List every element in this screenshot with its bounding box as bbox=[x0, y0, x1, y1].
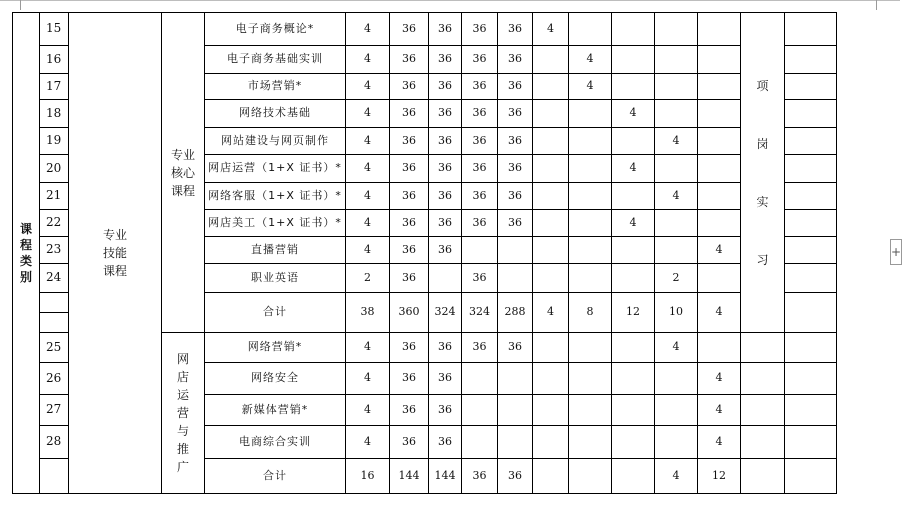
value-cell-practice: 36 bbox=[461, 263, 498, 293]
value-cell-practice: 36 bbox=[461, 154, 498, 183]
value-cell-total: 36 bbox=[389, 236, 429, 264]
value-cell-credits: 4 bbox=[345, 127, 390, 155]
subtotal-core-practice: 324 bbox=[461, 292, 498, 333]
value-cell-credits: 4 bbox=[345, 362, 390, 395]
value-cell-total: 36 bbox=[389, 425, 429, 459]
row-seq-cell: 27 bbox=[39, 394, 69, 426]
value-cell-credits: 4 bbox=[345, 425, 390, 459]
row-seq-cell: 28 bbox=[39, 425, 69, 459]
row-seq-cell: 17 bbox=[39, 73, 69, 100]
value-cell-credits: 4 bbox=[345, 394, 390, 426]
value-cell-s5 bbox=[697, 209, 741, 237]
trailing-cell bbox=[784, 154, 837, 183]
value-cell-theory: 36 bbox=[428, 154, 462, 183]
value-cell-total: 36 bbox=[389, 73, 429, 100]
row-seq-cell: 23 bbox=[39, 236, 69, 264]
value-cell-s1 bbox=[532, 236, 569, 264]
subtotal-core-s1: 4 bbox=[532, 292, 569, 333]
value-cell-s1 bbox=[532, 209, 569, 237]
value-cell-s2 bbox=[568, 182, 612, 210]
value-cell-s2 bbox=[568, 394, 612, 426]
value-cell-total: 36 bbox=[389, 154, 429, 183]
value-cell-theory: 36 bbox=[428, 394, 462, 426]
value-cell-s5 bbox=[697, 12, 741, 46]
value-cell-theory: 36 bbox=[428, 45, 462, 74]
practice-label-cell bbox=[740, 12, 785, 333]
subtotal-core-credits: 38 bbox=[345, 292, 390, 333]
value-cell-theory: 36 bbox=[428, 182, 462, 210]
subtotal-store-s5: 12 bbox=[697, 458, 741, 494]
value-cell-total: 36 bbox=[389, 362, 429, 395]
value-cell-s1 bbox=[532, 182, 569, 210]
subtotal-seq-cell bbox=[39, 458, 69, 494]
value-cell-s5 bbox=[697, 263, 741, 293]
value-cell-practice bbox=[461, 362, 498, 395]
value-cell-exam bbox=[497, 425, 533, 459]
value-cell-s2 bbox=[568, 127, 612, 155]
value-cell-s3: 4 bbox=[611, 209, 655, 237]
subtotal-seq-cell-a bbox=[39, 292, 69, 313]
subtotal-store-s4: 4 bbox=[654, 458, 698, 494]
value-cell-s4 bbox=[654, 154, 698, 183]
course-name-cell: 网站建设与网页制作 bbox=[204, 127, 346, 155]
value-cell-s1 bbox=[532, 45, 569, 74]
group-label-cell bbox=[68, 12, 162, 494]
value-cell-s4: 2 bbox=[654, 263, 698, 293]
page-top-border bbox=[0, 0, 900, 1]
value-cell-s2 bbox=[568, 362, 612, 395]
value-cell-s2 bbox=[568, 425, 612, 459]
value-cell-theory: 36 bbox=[428, 73, 462, 100]
value-cell-theory: 36 bbox=[428, 362, 462, 395]
value-cell-s4: 4 bbox=[654, 127, 698, 155]
value-cell-s1 bbox=[532, 127, 569, 155]
row-seq-cell: 22 bbox=[39, 209, 69, 237]
category-label-cell bbox=[12, 12, 40, 494]
value-cell-credits: 4 bbox=[345, 12, 390, 46]
value-cell-s4 bbox=[654, 12, 698, 46]
value-cell-total: 36 bbox=[389, 127, 429, 155]
value-cell-total: 36 bbox=[389, 332, 429, 363]
value-cell-theory: 36 bbox=[428, 127, 462, 155]
course-name-cell: 网络技术基础 bbox=[204, 99, 346, 128]
subtotal-core-s4: 10 bbox=[654, 292, 698, 333]
subtotal-core-theory: 324 bbox=[428, 292, 462, 333]
value-cell-credits: 4 bbox=[345, 209, 390, 237]
subtotal-seq-cell-b bbox=[39, 312, 69, 333]
subtotal-core-s2: 8 bbox=[568, 292, 612, 333]
add-row-button[interactable]: + bbox=[890, 239, 902, 265]
value-cell-exam: 36 bbox=[497, 12, 533, 46]
group-label: 专业技能课程 bbox=[102, 228, 127, 278]
value-cell-exam: 36 bbox=[497, 73, 533, 100]
row-seq-cell: 16 bbox=[39, 45, 69, 74]
value-cell-s5 bbox=[697, 45, 741, 74]
value-cell-s3 bbox=[611, 263, 655, 293]
value-cell-s5 bbox=[697, 73, 741, 100]
value-cell-s5: 4 bbox=[697, 425, 741, 459]
value-cell-s2 bbox=[568, 99, 612, 128]
value-cell-s1 bbox=[532, 154, 569, 183]
empty-cell bbox=[740, 394, 785, 426]
value-cell-s2 bbox=[568, 209, 612, 237]
value-cell-s4 bbox=[654, 99, 698, 128]
subtotal-core-s3: 12 bbox=[611, 292, 655, 333]
value-cell-exam: 36 bbox=[497, 99, 533, 128]
row-seq-cell: 20 bbox=[39, 154, 69, 183]
trailing-cell bbox=[784, 45, 837, 74]
value-cell-theory: 36 bbox=[428, 12, 462, 46]
course-name-cell: 电子商务概论* bbox=[204, 12, 346, 46]
value-cell-exam: 36 bbox=[497, 127, 533, 155]
value-cell-total: 36 bbox=[389, 394, 429, 426]
value-cell-s3 bbox=[611, 236, 655, 264]
value-cell-s2: 4 bbox=[568, 73, 612, 100]
trailing-cell bbox=[784, 394, 837, 426]
value-cell-s3 bbox=[611, 394, 655, 426]
value-cell-exam: 36 bbox=[497, 209, 533, 237]
course-name-cell: 直播营销 bbox=[204, 236, 346, 264]
subtotal-store-label: 合计 bbox=[204, 458, 346, 494]
value-cell-total: 36 bbox=[389, 263, 429, 293]
value-cell-exam: 36 bbox=[497, 332, 533, 363]
value-cell-exam bbox=[497, 263, 533, 293]
value-cell-s1 bbox=[532, 73, 569, 100]
value-cell-total: 36 bbox=[389, 99, 429, 128]
subtotal-store-theory: 144 bbox=[428, 458, 462, 494]
category-label: 课程类别 bbox=[19, 222, 32, 284]
value-cell-s3 bbox=[611, 12, 655, 46]
value-cell-s5 bbox=[697, 154, 741, 183]
subtotal-core-total: 360 bbox=[389, 292, 429, 333]
value-cell-theory: 36 bbox=[428, 99, 462, 128]
value-cell-theory: 36 bbox=[428, 209, 462, 237]
value-cell-s1 bbox=[532, 394, 569, 426]
row-seq-cell: 26 bbox=[39, 362, 69, 395]
value-cell-s4 bbox=[654, 425, 698, 459]
value-cell-s5: 4 bbox=[697, 362, 741, 395]
value-cell-theory bbox=[428, 263, 462, 293]
core-label-cell bbox=[161, 12, 205, 333]
store-label: 网店运营与推广 bbox=[176, 352, 189, 474]
row-seq-cell: 18 bbox=[39, 99, 69, 128]
value-cell-exam: 36 bbox=[497, 154, 533, 183]
value-cell-s4 bbox=[654, 394, 698, 426]
value-cell-s3 bbox=[611, 73, 655, 100]
value-cell-theory: 36 bbox=[428, 236, 462, 264]
value-cell-credits: 4 bbox=[345, 154, 390, 183]
course-name-cell: 电子商务基础实训 bbox=[204, 45, 346, 74]
subtotal-core-label: 合计 bbox=[204, 292, 346, 333]
value-cell-exam bbox=[497, 236, 533, 264]
value-cell-s1 bbox=[532, 99, 569, 128]
value-cell-practice bbox=[461, 236, 498, 264]
value-cell-s2 bbox=[568, 236, 612, 264]
value-cell-s3: 4 bbox=[611, 154, 655, 183]
page-corner-mark-left bbox=[20, 0, 21, 10]
course-name-cell: 网店运营（1+X 证书）* bbox=[204, 154, 346, 183]
trailing-cell bbox=[784, 236, 837, 264]
value-cell-s2 bbox=[568, 332, 612, 363]
value-cell-s2: 4 bbox=[568, 45, 612, 74]
value-cell-exam: 36 bbox=[497, 45, 533, 74]
value-cell-credits: 4 bbox=[345, 236, 390, 264]
value-cell-s5 bbox=[697, 332, 741, 363]
value-cell-practice: 36 bbox=[461, 182, 498, 210]
trailing-cell bbox=[784, 12, 837, 46]
trailing-cell bbox=[784, 99, 837, 128]
subtotal-core-exam: 288 bbox=[497, 292, 533, 333]
value-cell-s4 bbox=[654, 362, 698, 395]
value-cell-s5 bbox=[697, 127, 741, 155]
empty-cell bbox=[740, 362, 785, 395]
value-cell-practice bbox=[461, 425, 498, 459]
value-cell-practice bbox=[461, 394, 498, 426]
value-cell-s3 bbox=[611, 425, 655, 459]
subtotal-store-total: 144 bbox=[389, 458, 429, 494]
value-cell-s3 bbox=[611, 362, 655, 395]
course-name-cell: 网络安全 bbox=[204, 362, 346, 395]
value-cell-s5: 4 bbox=[697, 236, 741, 264]
value-cell-credits: 4 bbox=[345, 45, 390, 74]
value-cell-s2 bbox=[568, 12, 612, 46]
value-cell-practice: 36 bbox=[461, 12, 498, 46]
trailing-cell bbox=[784, 209, 837, 237]
empty-cell bbox=[740, 458, 785, 494]
value-cell-credits: 4 bbox=[345, 73, 390, 100]
empty-cell bbox=[740, 332, 785, 363]
empty-cell bbox=[740, 425, 785, 459]
course-name-cell: 网络客服（1+X 证书）* bbox=[204, 182, 346, 210]
value-cell-practice: 36 bbox=[461, 99, 498, 128]
value-cell-total: 36 bbox=[389, 209, 429, 237]
value-cell-s3: 4 bbox=[611, 99, 655, 128]
course-name-cell: 电商综合实训 bbox=[204, 425, 346, 459]
page-corner-mark-right bbox=[876, 0, 877, 10]
value-cell-theory: 36 bbox=[428, 425, 462, 459]
trailing-cell bbox=[784, 182, 837, 210]
value-cell-s1 bbox=[532, 425, 569, 459]
course-name-cell: 职业英语 bbox=[204, 263, 346, 293]
value-cell-s4: 4 bbox=[654, 332, 698, 363]
value-cell-credits: 4 bbox=[345, 182, 390, 210]
subtotal-store-practice: 36 bbox=[461, 458, 498, 494]
value-cell-exam bbox=[497, 394, 533, 426]
value-cell-exam bbox=[497, 362, 533, 395]
value-cell-s1 bbox=[532, 263, 569, 293]
value-cell-credits: 4 bbox=[345, 332, 390, 363]
value-cell-s2 bbox=[568, 263, 612, 293]
value-cell-theory: 36 bbox=[428, 332, 462, 363]
subtotal-store-s2 bbox=[568, 458, 612, 494]
value-cell-s3 bbox=[611, 45, 655, 74]
value-cell-exam: 36 bbox=[497, 182, 533, 210]
value-cell-s4 bbox=[654, 73, 698, 100]
value-cell-practice: 36 bbox=[461, 209, 498, 237]
row-seq-cell: 19 bbox=[39, 127, 69, 155]
practice-label: 项岗实习 bbox=[756, 78, 769, 267]
subtotal-store-s1 bbox=[532, 458, 569, 494]
value-cell-s3 bbox=[611, 182, 655, 210]
value-cell-credits: 2 bbox=[345, 263, 390, 293]
trailing-cell bbox=[784, 263, 837, 293]
value-cell-practice: 36 bbox=[461, 332, 498, 363]
row-seq-cell: 15 bbox=[39, 12, 69, 46]
row-seq-cell: 21 bbox=[39, 182, 69, 210]
value-cell-total: 36 bbox=[389, 182, 429, 210]
course-name-cell: 新媒体营销* bbox=[204, 394, 346, 426]
value-cell-s3 bbox=[611, 127, 655, 155]
value-cell-credits: 4 bbox=[345, 99, 390, 128]
course-name-cell: 网络营销* bbox=[204, 332, 346, 363]
row-seq-cell: 24 bbox=[39, 263, 69, 293]
trailing-cell bbox=[784, 332, 837, 363]
trailing-cell bbox=[784, 425, 837, 459]
value-cell-s4 bbox=[654, 236, 698, 264]
value-cell-practice: 36 bbox=[461, 45, 498, 74]
course-name-cell: 网店美工（1+X 证书）* bbox=[204, 209, 346, 237]
trailing-cell bbox=[784, 73, 837, 100]
course-name-cell: 市场营销* bbox=[204, 73, 346, 100]
row-seq-cell: 25 bbox=[39, 332, 69, 363]
trailing-cell bbox=[784, 292, 837, 333]
trailing-cell bbox=[784, 127, 837, 155]
trailing-cell bbox=[784, 458, 837, 494]
value-cell-s3 bbox=[611, 332, 655, 363]
value-cell-total: 36 bbox=[389, 45, 429, 74]
value-cell-practice: 36 bbox=[461, 73, 498, 100]
value-cell-practice: 36 bbox=[461, 127, 498, 155]
value-cell-s5 bbox=[697, 182, 741, 210]
value-cell-s4: 4 bbox=[654, 182, 698, 210]
subtotal-core-s5: 4 bbox=[697, 292, 741, 333]
store-label-cell bbox=[161, 332, 205, 494]
subtotal-store-credits: 16 bbox=[345, 458, 390, 494]
value-cell-s1 bbox=[532, 362, 569, 395]
core-label: 专业核心课程 bbox=[170, 147, 195, 198]
value-cell-s1 bbox=[532, 332, 569, 363]
value-cell-s2 bbox=[568, 154, 612, 183]
value-cell-s5 bbox=[697, 99, 741, 128]
trailing-cell bbox=[784, 362, 837, 395]
value-cell-total: 36 bbox=[389, 12, 429, 46]
value-cell-s4 bbox=[654, 209, 698, 237]
value-cell-s1: 4 bbox=[532, 12, 569, 46]
value-cell-s4 bbox=[654, 45, 698, 74]
subtotal-store-s3 bbox=[611, 458, 655, 494]
value-cell-s5: 4 bbox=[697, 394, 741, 426]
subtotal-store-exam: 36 bbox=[497, 458, 533, 494]
